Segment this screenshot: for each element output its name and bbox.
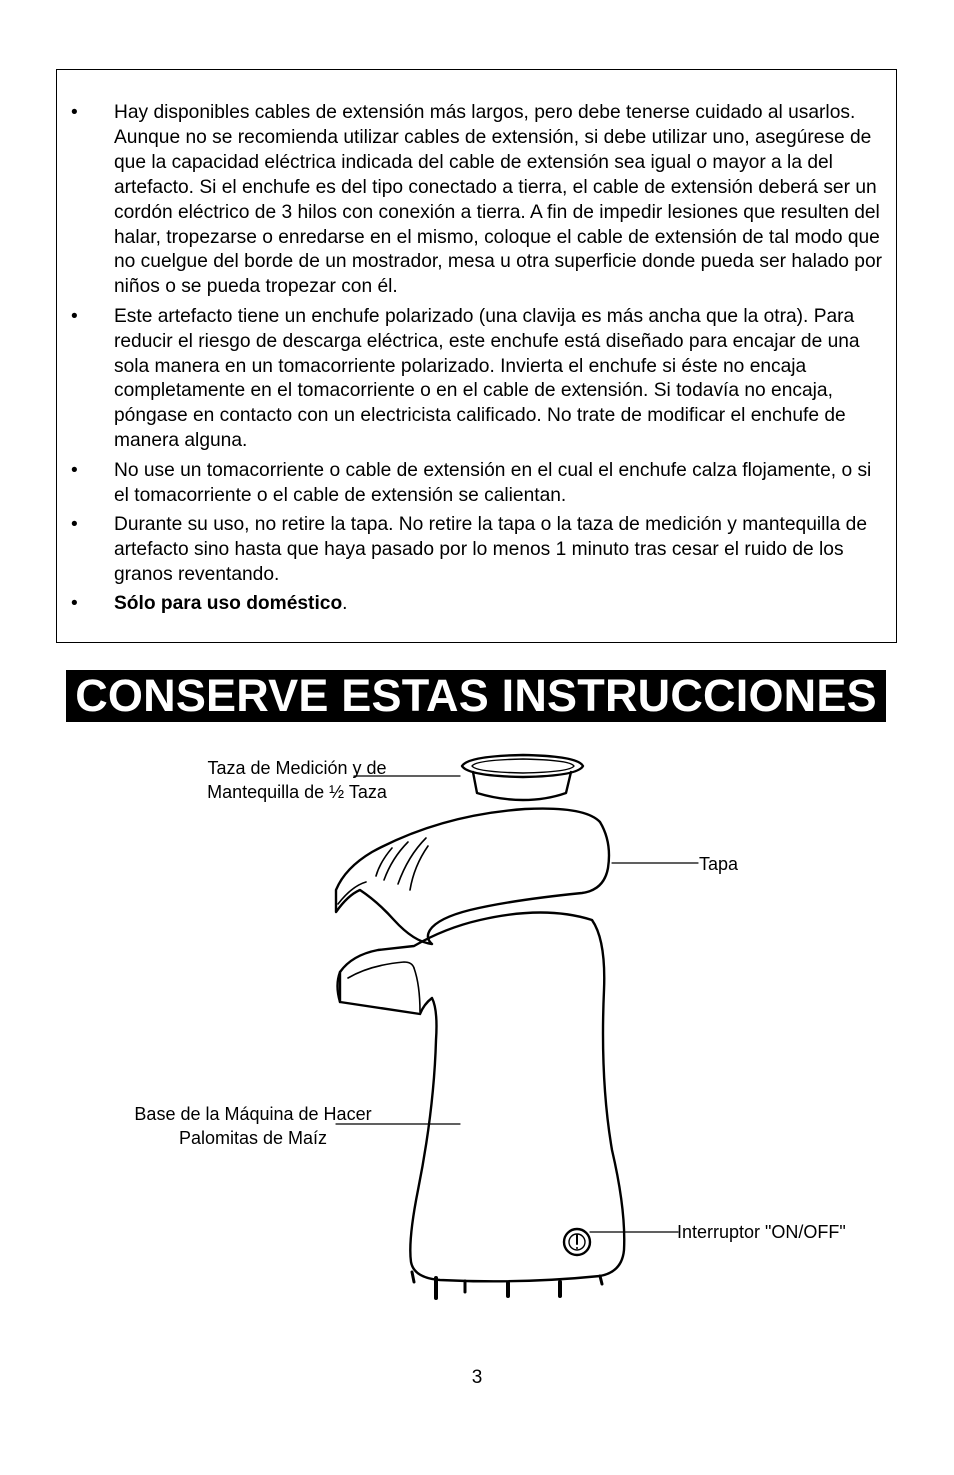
bullet-suffix: . <box>342 593 348 615</box>
base-label-line2: Palomitas de Maíz <box>178 1128 328 1148</box>
bullet-icon: • <box>71 102 78 123</box>
base-label <box>110 1102 396 1150</box>
page-heading: CONSERVE ESTAS INSTRUCCIONES <box>75 670 877 721</box>
cup-label-line2: Mantequilla de ½ Taza <box>207 782 387 802</box>
switch-icon <box>564 1229 590 1255</box>
bullet-icon: • <box>71 514 78 535</box>
measuring-cup-illustration <box>462 755 583 800</box>
bullet-text: No use un tomacorriente o cable de extensión en el cual el enchufe calza flojamente, o si el tomacorriente o el cable de extensión se calientan. <box>114 459 872 506</box>
leader-lines <box>336 776 698 1232</box>
bullet-icon: • <box>71 593 78 615</box>
page-number: 3 <box>471 1367 483 1388</box>
lid-label: Tapa <box>699 854 739 874</box>
bullet-icon: • <box>71 459 78 481</box>
cup-label-line1: Taza de Medición y de <box>207 758 387 778</box>
switch-label: Interruptor "ON/OFF" <box>677 1222 846 1242</box>
bullet-text: Durante su uso, no retire la tapa. No retire la tapa o la taza de medición y mantequilla de artefacto sino hasta que haya pasado por lo menos 1 minuto tras cesar el ruido de los granos reventando. <box>114 514 868 585</box>
base-label-line1: Base de la Máquina de Hacer <box>134 1104 372 1124</box>
bullet-text: Este artefacto tiene un enchufe polarizado (una clavija es más ancha que la otra). Para reducir el riesgo de descarga eléctrica, este enchufe está diseñado para encajar de una sola manera en un tomacorriente polarizado. Invierta el enchufe si éste no encaja completamente en el tomacorriente o en el cable de extensión. Si todavía no encaja, póngase en contacto con un electricista calificado. No trate de modificar el enchufe de manera alguna. <box>114 305 860 452</box>
cup-label <box>190 756 404 804</box>
bullet-bold-text: Sólo para uso doméstico <box>114 593 343 615</box>
bullet-icon: • <box>71 305 78 327</box>
bullet-text: Hay disponibles cables de extensión más largos, pero debe tenerse cuidado al usarlos. Aunque no se recomienda utilizar cables de extensión, si debe utilizar uno, asegúrese de que la capacidad eléctrica indicada del cable de extensión sea igual o mayor a la del artefacto. Si el enchufe es del tipo conectado a tierra, el cable de extensión deberá ser un cordón eléctrico de 3 hilos con conexión a tierra. A fin de impedir lesiones que resulten del halar, tropezarse o enredarse en el mismo, coloque el cable de extensión de tal modo que no cuelgue del borde de un mostrador, mesa u otra superficie donde pueda ser halado por niños o se pueda tropezar con él. <box>114 102 883 298</box>
lid-illustration <box>336 809 609 944</box>
